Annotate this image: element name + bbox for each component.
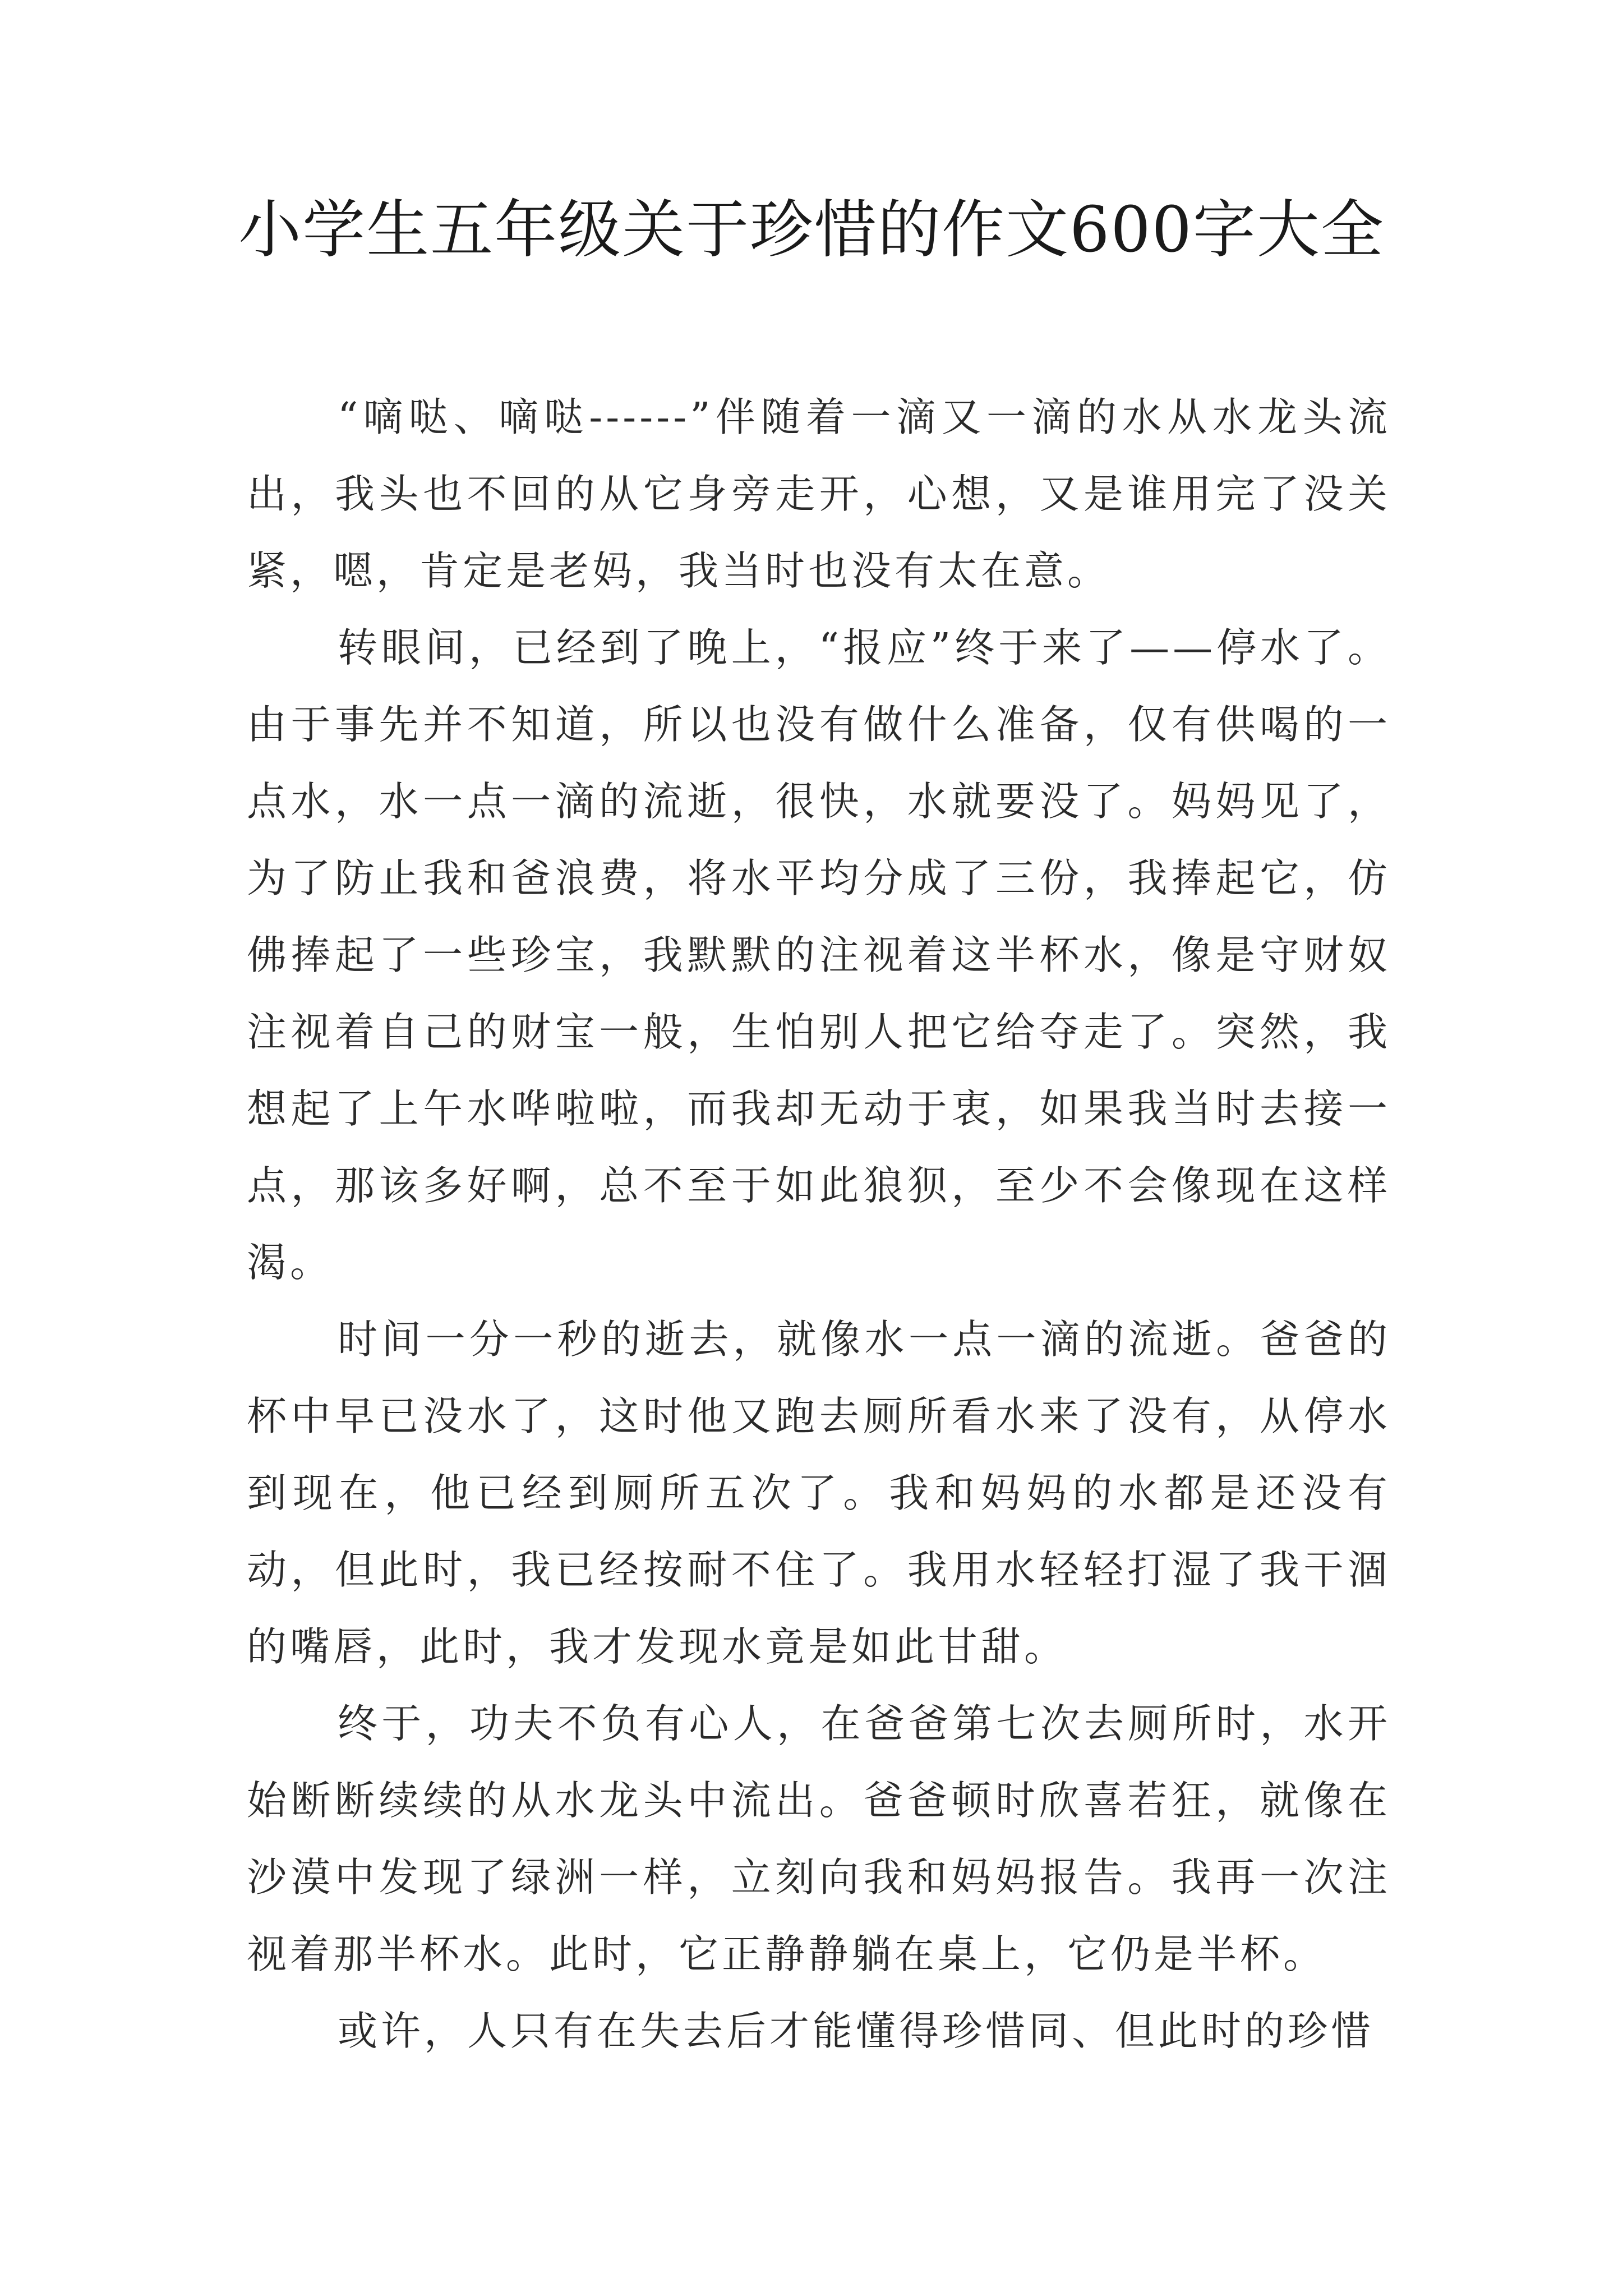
paragraph-5: 或许，人只有在失去后才能懂得珍惜同、但此时的珍惜: [338, 2008, 1375, 2054]
document-body: [247, 379, 1391, 2069]
document-title: 小学生五年级关于珍惜的作文600字大全: [238, 194, 1385, 266]
paragraph-3: 时间一分一秒的逝去，就像水一点一滴的流逝。爸爸的杯中早已没水了，这时他又跑去厕所看水来了没有，从停水到现在，他已经到厕所五次了。我和妈妈的水都是还没有动，但此时，我已经按耐不住了。我用水轻轻打湿了我干涸的嘴唇，此时，我才发现水竟是如此甘甜。: [247, 1316, 1391, 1670]
paragraph-4: 终于，功夫不负有心人，在爸爸第七次去厕所时，水开始断断续续的从水龙头中流出。爸爸顿时欣喜若狂，就像在沙漠中发现了绿洲一样，立刻向我和妈妈报告。我再一次注视着那半杯水。此时，它正静静躺在桌上，它仍是半杯。: [247, 1700, 1391, 1977]
paragraph-2: 转眼间，已经到了晚上，“报应”终于来了——停水了。由于事先并不知道，所以也没有做什么准备，仅有供喝的一点水，水一点一滴的流逝，很快，水就要没了。妈妈见了，为了防止我和爸浪费，将水平均分成了三份，我捧起它，仿佛捧起了一些珍宝，我默默的注视着这半杯水，像是守财奴注视着自己的财宝一般，生怕别人把它给夺走了。突然，我想起了上午水哗啦啦，而我却无动于衷，如果我当时去接一点，那该多好啊，总不至于如此狼狈，至少不会像现在这样渴。: [247, 624, 1391, 1286]
paragraph-1: “嘀哒、嘀哒------”伴随着一滴又一滴的水从水龙头流出，我头也不回的从它身旁走开，心想，又是谁用完了没关紧，嗯，肯定是老妈，我当时也没有太在意。: [247, 394, 1391, 594]
